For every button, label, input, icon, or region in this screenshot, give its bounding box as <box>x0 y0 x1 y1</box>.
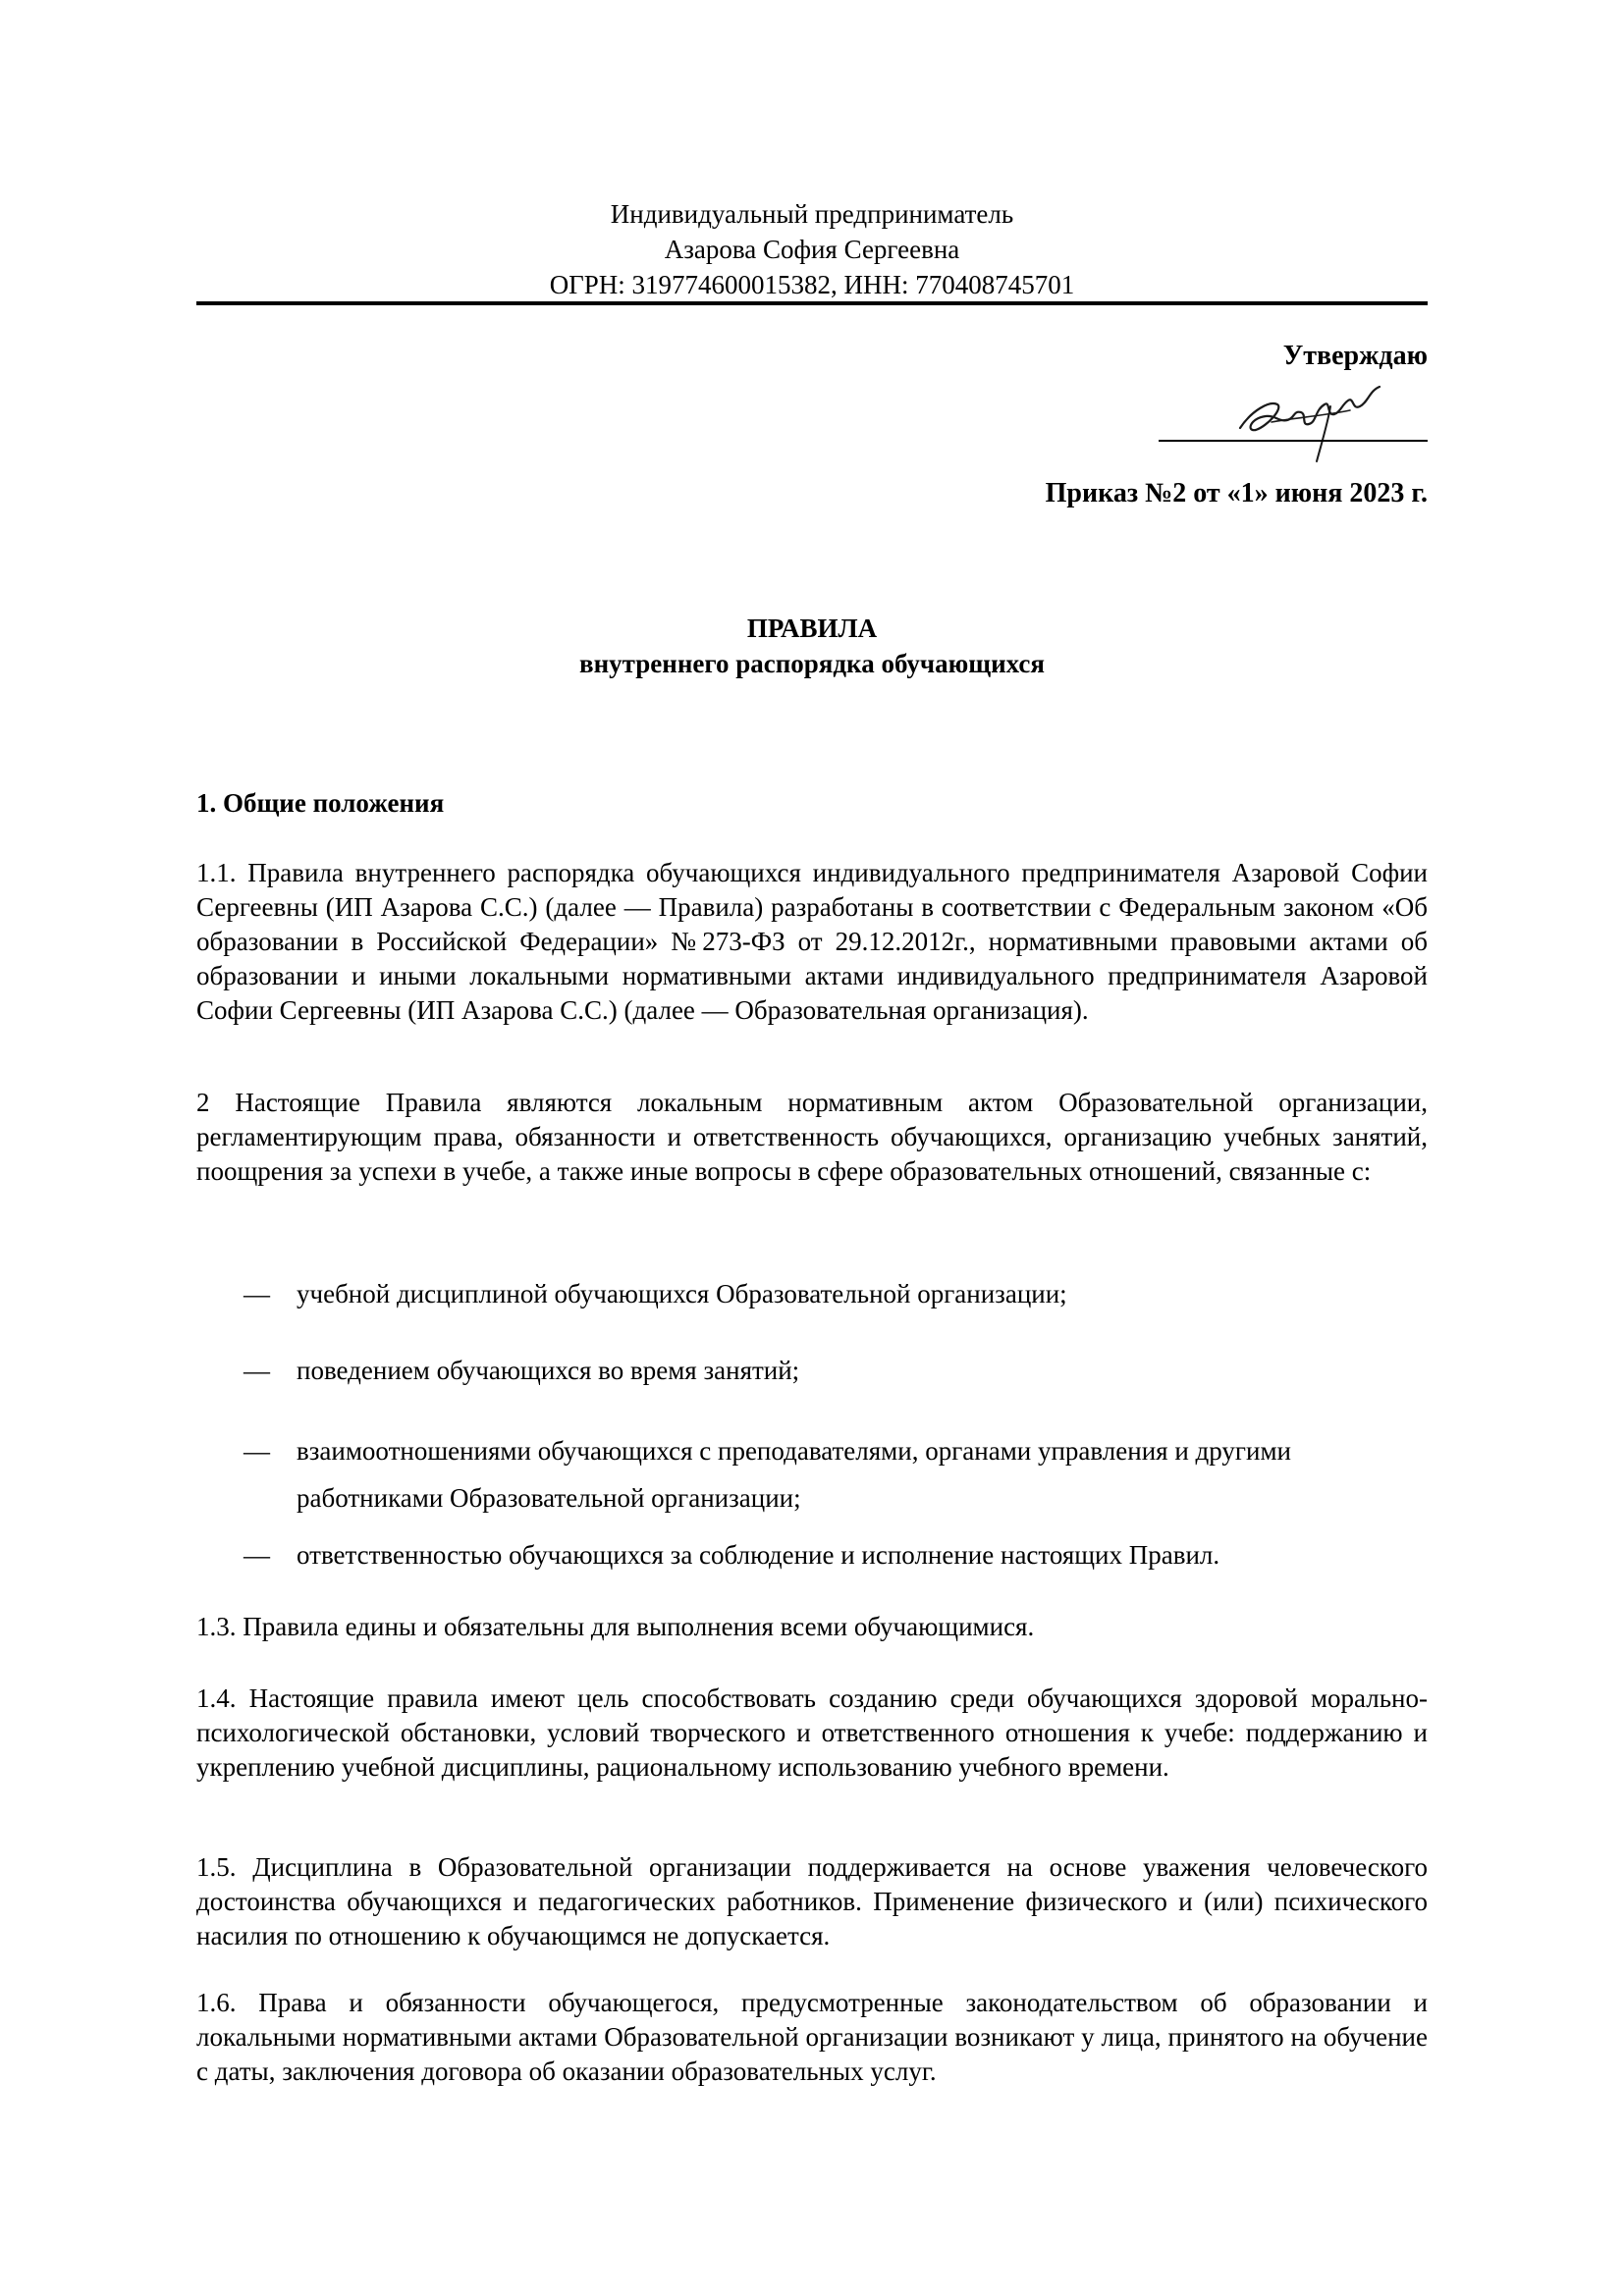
paragraph-1-3: 1.3. Правила едины и обязательны для выполнения всеми обучающимися. <box>196 1612 1035 1641</box>
list-item-text: поведением обучающихся во время занятий; <box>297 1356 800 1385</box>
header-entity-type: Индивидуальный предприниматель <box>610 199 1014 229</box>
title-main: ПРАВИЛА <box>746 614 878 643</box>
section-heading: 1. Общие положения <box>196 788 445 818</box>
header-registration-ids: ОГРН: 319774600015382, ИНН: 770408745701 <box>549 270 1075 299</box>
signature-image <box>1232 371 1389 469</box>
document-title <box>196 611 1428 681</box>
list-item <box>244 1427 1428 1522</box>
paragraph-1-6: 1.6. Права и обязанности обучающегося, предусмотренные законодательством об образовании и локальными нормативными актами Образовательной организации возникают у лица, принятого на обучение с даты, заключения договора об оказании образовательных услуг. <box>196 1988 1428 2086</box>
dash-marker: — <box>244 1356 270 1385</box>
header-divider <box>196 301 1428 305</box>
header-owner-name: Азарова София Сергеевна <box>664 235 960 264</box>
signature-line <box>1159 440 1428 442</box>
paragraph-1-4: 1.4. Настоящие правила имеют цель способствовать созданию среди обучающихся здоровой морально-психологической обстановки, условий творческого и ответственного отношения к учебе: поддержанию и укреплению учебной дисциплины, рациональному использованию учебного времени. <box>196 1683 1428 1782</box>
title-subtitle: внутреннего распорядка обучающихся <box>579 649 1045 678</box>
list-item <box>244 1274 1428 1313</box>
dash-marker: — <box>244 1436 270 1466</box>
list-item-text: взаимоотношениями обучающихся с преподавателями, органами управления и другими работниками Образовательной организации; <box>297 1436 1291 1513</box>
list-item-text: ответственностью обучающихся за соблюдение и исполнение настоящих Правил. <box>297 1540 1220 1570</box>
organization-header <box>196 196 1428 302</box>
list-item-text: учебной дисциплиной обучающихся Образовательной организации; <box>297 1279 1067 1308</box>
order-reference: Приказ №2 от «1» июня 2023 г. <box>1045 478 1428 508</box>
list-item <box>244 1351 1428 1390</box>
bullet-list <box>244 1274 1428 1575</box>
paragraph-1-5: 1.5. Дисциплина в Образовательной организации поддерживается на основе уважения человеческого достоинства обучающихся и педагогических работников. Применение физического и (или) психического насилия по отношению к обучающимся не допускается. <box>196 1852 1428 1950</box>
dash-marker: — <box>244 1279 270 1308</box>
list-item <box>244 1535 1428 1575</box>
paragraph-1-1: 1.1. Правила внутреннего распорядка обучающихся индивидуального предпринимателя Азаровой Софии Сергеевны (ИП Азарова С.С.) (далее — Правила) разработаны в соответствии с Федеральным законом «Об образовании в Российской Федерации» №273-ФЗ от 29.12.2012г., нормативными правовыми актами об образовании и иными локальными нормативными актами индивидуального предпринимателя Азаровой Софии Сергеевны (ИП Азарова С.С.) (далее — Образовательная организация). <box>196 858 1428 1025</box>
dash-marker: — <box>244 1540 270 1570</box>
paragraph-2: 2 Настоящие Правила являются локальным нормативным актом Образовательной организации, регламентирующим права, обязанности и ответственность обучающихся, организацию учебных занятий, поощрения за успехи в учебе, а также иные вопросы в сфере образовательных отношений, связанные с: <box>196 1088 1428 1186</box>
approval-label: Утверждаю <box>1282 341 1428 371</box>
